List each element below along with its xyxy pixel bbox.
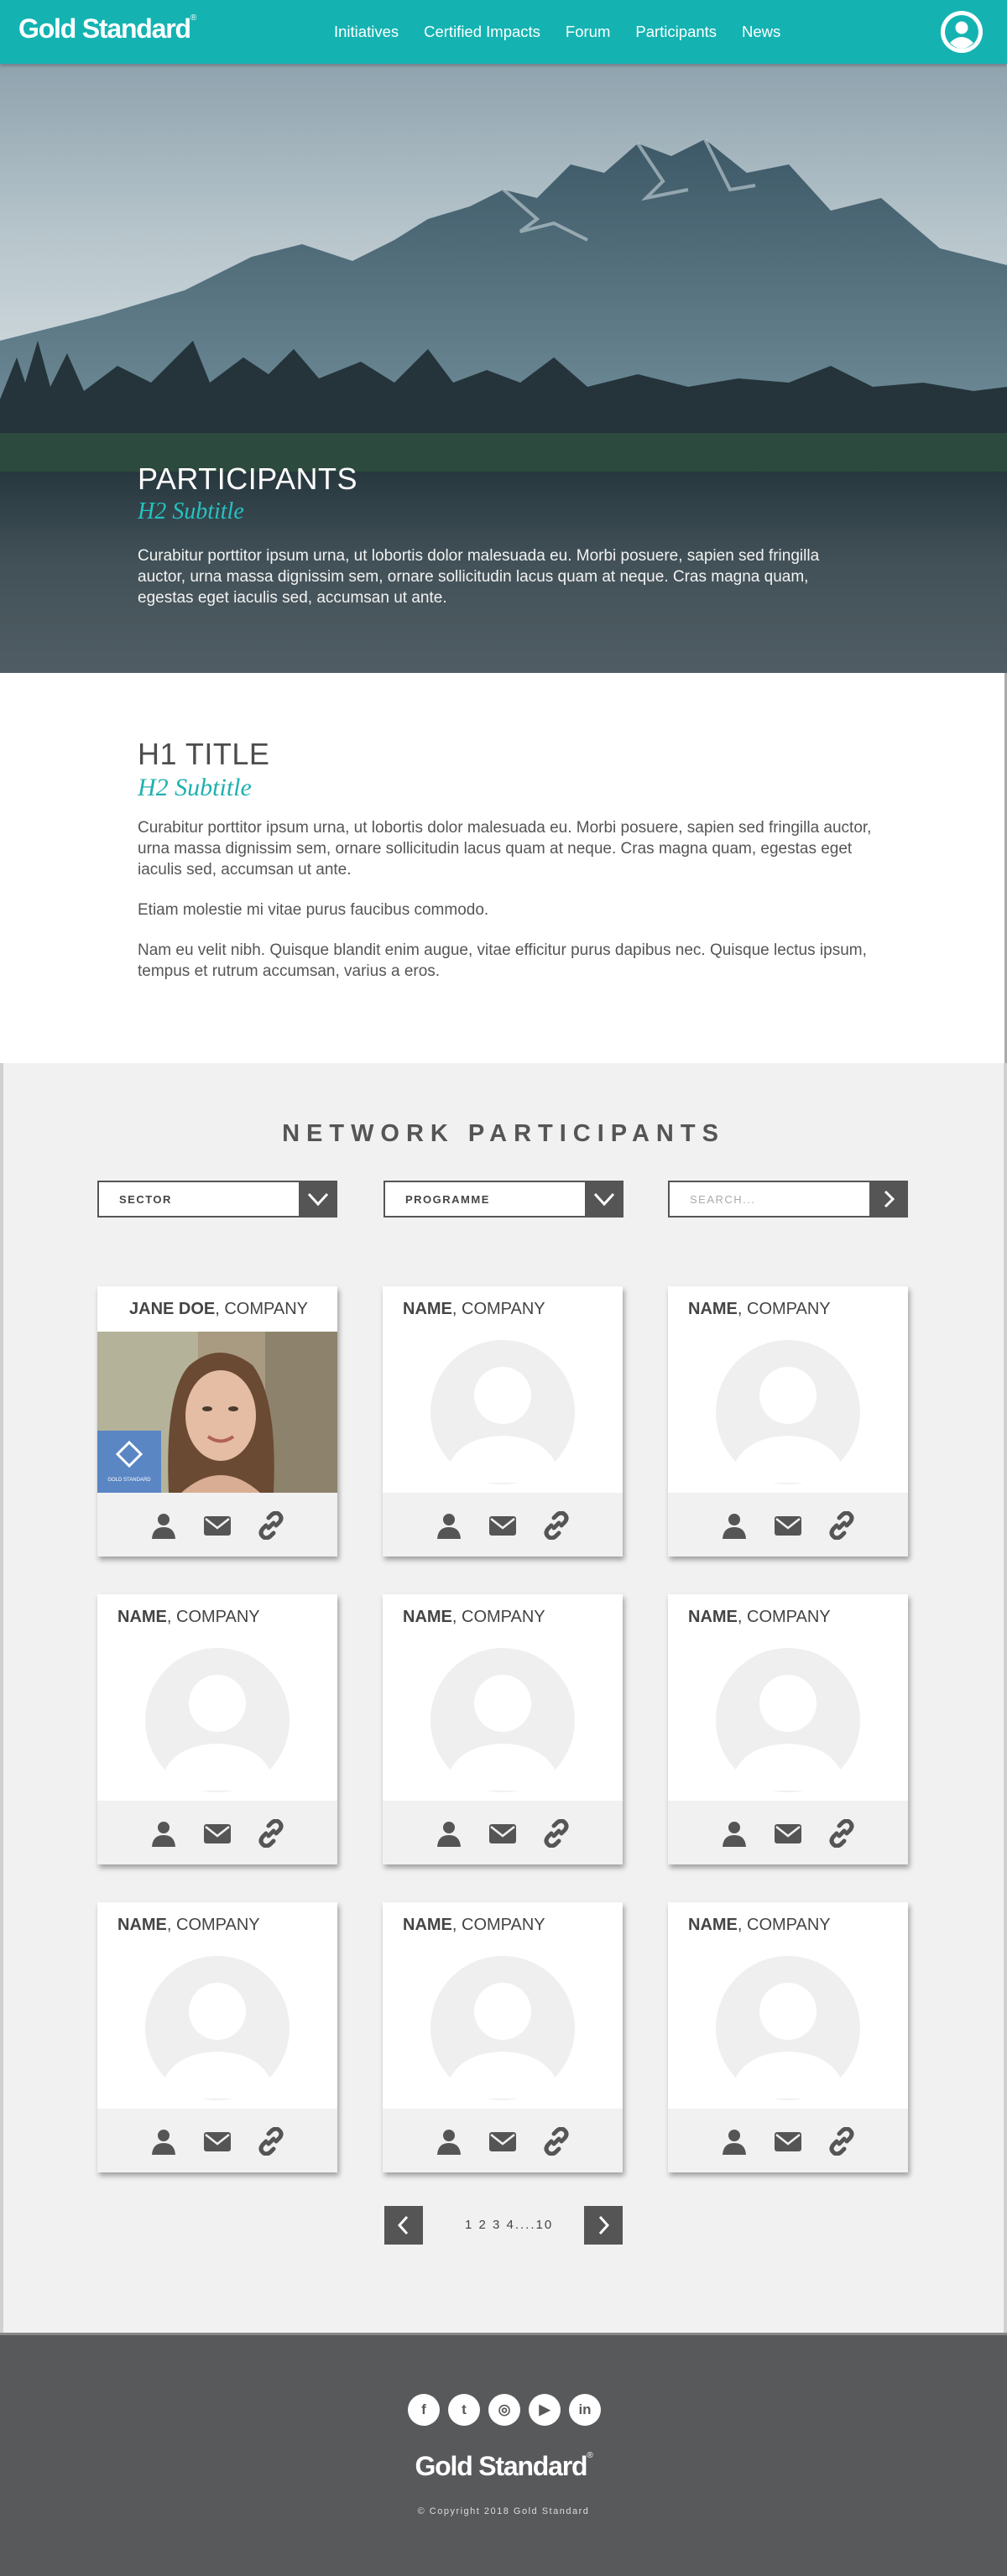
nav-initiatives[interactable]: Initiatives (334, 23, 399, 40)
page-numbers[interactable]: 1 2 3 4....10 (465, 2218, 554, 2232)
nav-forum[interactable]: Forum (565, 23, 611, 40)
participant-photo (383, 1332, 623, 1493)
link-icon[interactable] (257, 2127, 285, 2156)
link-icon[interactable] (827, 1511, 856, 1540)
participant-card[interactable] (97, 1902, 337, 2172)
participant-name: NAME, COMPANY (403, 1916, 545, 1934)
participant-card[interactable] (97, 1286, 337, 1557)
participant-card[interactable] (383, 1594, 623, 1864)
sector-dropdown[interactable] (97, 1181, 337, 1218)
participant-name: JANE DOE, COMPANY (129, 1300, 309, 1318)
intro-paragraph: Etiam molestie mi vitae purus faucibus commodo. (138, 901, 489, 919)
participant-name: NAME, COMPANY (688, 1916, 831, 1934)
participant-photo (383, 1640, 623, 1801)
card-actions (668, 1801, 908, 1864)
profile-icon[interactable] (435, 1819, 463, 1848)
twitter-icon[interactable]: t (448, 2394, 480, 2426)
top-navigation-bar (0, 0, 1007, 64)
network-title: NETWORK PARTICIPANTS (282, 1120, 725, 1147)
footer-logo[interactable]: Gold Standard® (415, 2451, 592, 2481)
previous-page-button[interactable] (384, 2206, 423, 2245)
email-icon[interactable] (203, 1511, 232, 1540)
profile-icon[interactable] (149, 1819, 178, 1848)
card-actions (97, 2109, 337, 2172)
copyright-text: © Copyright 2018 Gold Standard (417, 2506, 590, 2516)
search-field[interactable] (668, 1181, 908, 1218)
page-title: PARTICIPANTS (138, 461, 358, 496)
participant-card[interactable] (383, 1286, 623, 1557)
chevron-down-icon[interactable] (299, 1181, 337, 1218)
profile-icon[interactable] (720, 2127, 749, 2156)
email-icon[interactable] (488, 1511, 517, 1540)
section-subtitle: H2 Subtitle (138, 774, 252, 801)
participant-card[interactable] (668, 1594, 908, 1864)
participant-card[interactable] (383, 1902, 623, 2172)
chevron-right-icon (869, 1181, 908, 1218)
card-actions (383, 1801, 623, 1864)
user-account-button[interactable] (941, 11, 983, 53)
sector-label: SECTOR (119, 1193, 172, 1206)
participant-name: NAME, COMPANY (688, 1608, 831, 1626)
email-icon[interactable] (774, 1819, 802, 1848)
participant-photo (97, 1332, 337, 1493)
footer (0, 2333, 1007, 2576)
email-icon[interactable] (774, 2127, 802, 2156)
programme-dropdown[interactable] (383, 1181, 624, 1218)
profile-icon[interactable] (435, 2127, 463, 2156)
linkedin-icon[interactable]: in (569, 2394, 601, 2426)
card-actions (383, 2109, 623, 2172)
hero-subtitle: H2 Subtitle (138, 498, 244, 524)
email-icon[interactable] (203, 1819, 232, 1848)
link-icon[interactable] (827, 2127, 856, 2156)
user-avatar-icon (941, 11, 983, 53)
youtube-icon[interactable]: ▶ (529, 2394, 561, 2426)
social-links (408, 2394, 609, 2426)
profile-icon[interactable] (720, 1511, 749, 1540)
card-actions (668, 2109, 908, 2172)
card-actions (383, 1493, 623, 1557)
email-icon[interactable] (488, 2127, 517, 2156)
badge-label: GOLD STANDARD (107, 1478, 151, 1483)
email-icon[interactable] (203, 2127, 232, 2156)
profile-icon[interactable] (435, 1511, 463, 1540)
nav-news[interactable]: News (742, 23, 781, 40)
participant-photo (668, 1332, 908, 1493)
instagram-icon[interactable]: ◎ (488, 2394, 520, 2426)
chevron-left-icon (384, 2206, 423, 2245)
intro-section (0, 673, 1007, 1063)
facebook-icon[interactable]: f (408, 2394, 440, 2426)
card-actions (97, 1801, 337, 1864)
main-nav (334, 0, 780, 64)
card-actions (668, 1493, 908, 1557)
link-icon[interactable] (542, 2127, 571, 2156)
participant-photo (668, 1948, 908, 2109)
link-icon[interactable] (257, 1511, 285, 1540)
card-actions (97, 1493, 337, 1557)
link-icon[interactable] (542, 1819, 571, 1848)
network-participants-section (0, 1063, 1007, 2333)
section-title: H1 TITLE (138, 737, 270, 771)
participant-card[interactable] (668, 1286, 908, 1557)
hero-banner (0, 64, 1007, 673)
gold-standard-logo[interactable]: Gold Standard® (18, 13, 196, 44)
intro-paragraph: Nam eu velit nibh. Quisque blandit enim augue, vitae efficitur purus dapibus nec. Quisque lectus ipsum, tempus et rutrum accumsan, varius a eros. (138, 941, 867, 980)
hero-content (138, 461, 876, 608)
profile-icon[interactable] (149, 2127, 178, 2156)
participant-name: NAME, COMPANY (688, 1300, 831, 1318)
chevron-right-icon (584, 2206, 623, 2245)
participant-name: NAME, COMPANY (403, 1608, 545, 1626)
link-icon[interactable] (827, 1819, 856, 1848)
intro-paragraph: Curabitur porttitor ipsum urna, ut lobortis dolor malesuada eu. Morbi posuere, sapien sed fringilla auctor, urna massa dignissim sem, ornare sollicitudin lacus quam at neque. Cras magna quam, egestas eget iaculis sed, accumsan ut ante. (138, 819, 872, 879)
search-placeholder: SEARCH... (690, 1193, 756, 1206)
programme-label: PROGRAMME (405, 1193, 490, 1206)
email-icon[interactable] (774, 1511, 802, 1540)
participant-card[interactable] (668, 1902, 908, 2172)
email-icon[interactable] (488, 1819, 517, 1848)
participant-photo (383, 1948, 623, 2109)
participant-photo (97, 1948, 337, 2109)
next-page-button[interactable] (584, 2206, 623, 2245)
participant-name: NAME, COMPANY (117, 1608, 260, 1626)
link-icon[interactable] (542, 1511, 571, 1540)
participant-card[interactable] (97, 1594, 337, 1864)
link-icon[interactable] (257, 1819, 285, 1848)
profile-icon[interactable] (149, 1511, 178, 1540)
profile-icon[interactable] (720, 1819, 749, 1848)
nav-certified-impacts[interactable]: Certified Impacts (424, 23, 540, 40)
hero-description: Curabitur porttitor ipsum urna, ut lobortis dolor malesuada eu. Morbi posuere, sapien sed fringilla auctor, urna massa dignissim sem, ornare sollicitudin lacus quam at neque. Cras magna quam, egestas eget iaculis sed, accumsan ut ante. (138, 547, 820, 607)
participant-photo (668, 1640, 908, 1801)
search-submit-button[interactable] (869, 1181, 908, 1218)
nav-participants[interactable]: Participants (635, 23, 717, 40)
participant-name: NAME, COMPANY (403, 1300, 545, 1318)
participant-photo (97, 1640, 337, 1801)
chevron-down-icon[interactable] (585, 1181, 624, 1218)
participant-name: NAME, COMPANY (117, 1916, 260, 1934)
